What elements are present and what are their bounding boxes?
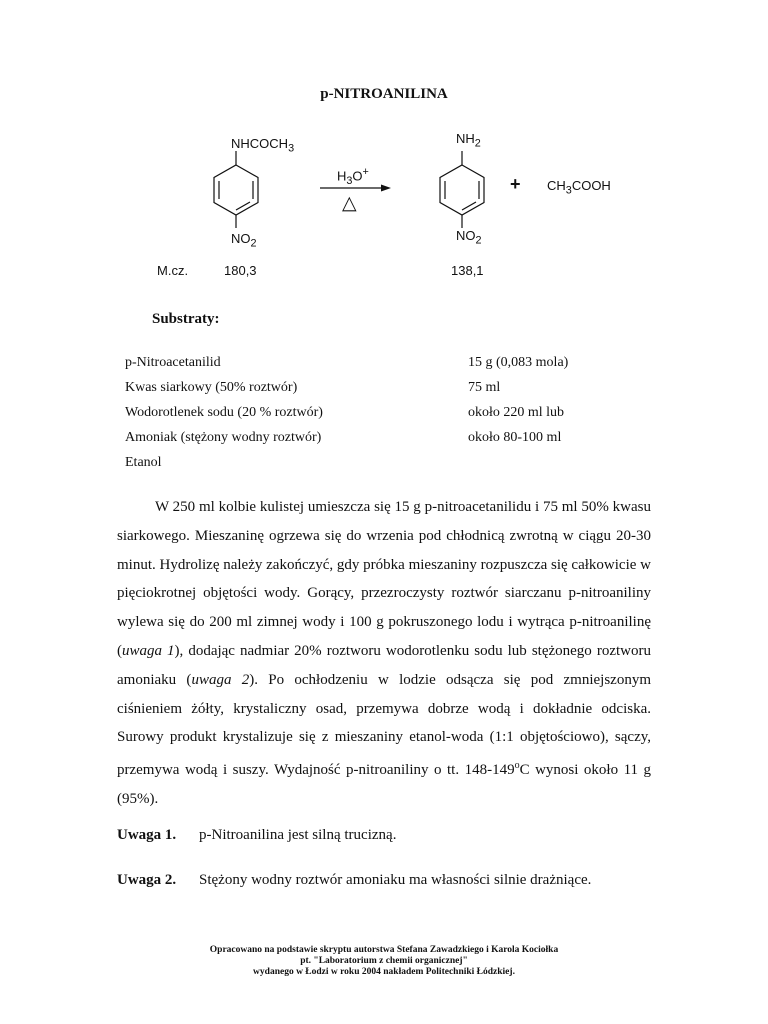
product-top-group: $NH_2$ [456,131,481,150]
substrate-name: p-Nitroacetanilid [125,355,221,370]
product-benzene-ring [440,151,484,228]
plus-sign: + [510,174,521,194]
note-text: p-Nitroanilina jest silną trucizną. [199,827,397,843]
molar-mass-label: M.cz. [157,263,189,278]
footer-line: Opracowano na podstawie skryptu autorstwa Stefana Zawadzkiego i Karola Kociołka [209,945,559,955]
substrate-amount: około 80-100 ml [468,430,562,445]
substrate-name: Wodorotlenek sodu (20 % roztwór) [125,405,323,420]
note-label: Uwaga 2. [117,872,177,888]
substrates-heading: Substraty: [152,311,220,327]
footer-line: pt. "Laboratorium z chemii organicznej" [300,956,468,966]
reactant-top-group: $NHCOCH_3$ [231,136,295,155]
substrate-amount: około 220 ml lub [468,405,565,420]
substrate-name: Kwas siarkowy (50% roztwór) [125,380,298,395]
molar-mass-reactant: 180,3 [224,263,257,278]
reaction-reagent: $H_3O^+$ [337,166,369,187]
page-title: p-NITROANILINA [320,86,448,102]
reaction-scheme [0,0,768,300]
reactant-benzene-ring [214,151,258,228]
reactant-bottom-group: $NO_2$ [231,231,257,250]
procedure-paragraph: W 250 ml kolbie kulistej umieszcza się 15 g p-nitroacetanilidu i 75 ml 50% kwasu siarkowego. Mieszaninę ogrzewa się do wrzenia pod chłodnicą zwrotną w ciągu 20-30 minut. Hydrolizę należy zakończyć, gdy próbka mieszaniny rozpuszcza się całkowicie w pięciokrotnej objętości wody. Gorący, przezroczysty roztwór siarczanu p-nitroaniliny wylewa się do 200 ml zimnej wody i 100 g pokruszonego lodu i wytrąca p-nitroanilinę (uwaga 1), dodając nadmiar 20% roztworu wodorotlenku sodu lub stężonego roztworu amoniaku (uwaga 2). Po ochłodzeniu w lodzie odsącza się pod zmniejszonym ciśnieniem żółty, krystaliczny osad, przemywa dobrze wodą i dokładnie odciska. Surowy produkt krystalizuje się z mieszaniny etanol-woda (1:1 objętościowo), sączy, przemywa wodą i suszy. Wydajność p-nitroaniliny o tt. 148-149$^o$C wynosi około 11 g (95%). [117,499,652,807]
substrate-name: Etanol [125,455,162,470]
substrate-name: Amoniak (stężony wodny roztwór) [125,430,322,445]
molar-mass-product: 138,1 [451,263,484,278]
note-2 [117,872,591,889]
note-reference: uwaga 1 [122,642,175,659]
heat-symbol: △ [342,193,357,214]
product-bottom-group: $NO_2$ [456,228,482,247]
substrate-amount: 15 g (0,083 mola) [468,355,569,370]
note-label: Uwaga 1. [117,827,177,843]
footer-attribution [0,945,768,978]
note-text: Stężony wodny roztwór amoniaku ma własności silnie drażniące. [199,872,592,888]
note-1 [117,827,396,844]
footer-line: wydanego w Łodzi w roku 2004 nakładem Politechniki Łódzkiej. [253,967,515,977]
byproduct-formula: $CH_3COOH$ [547,178,611,197]
note-reference: uwaga 2 [191,671,250,688]
substrate-amount: 75 ml [468,380,501,395]
